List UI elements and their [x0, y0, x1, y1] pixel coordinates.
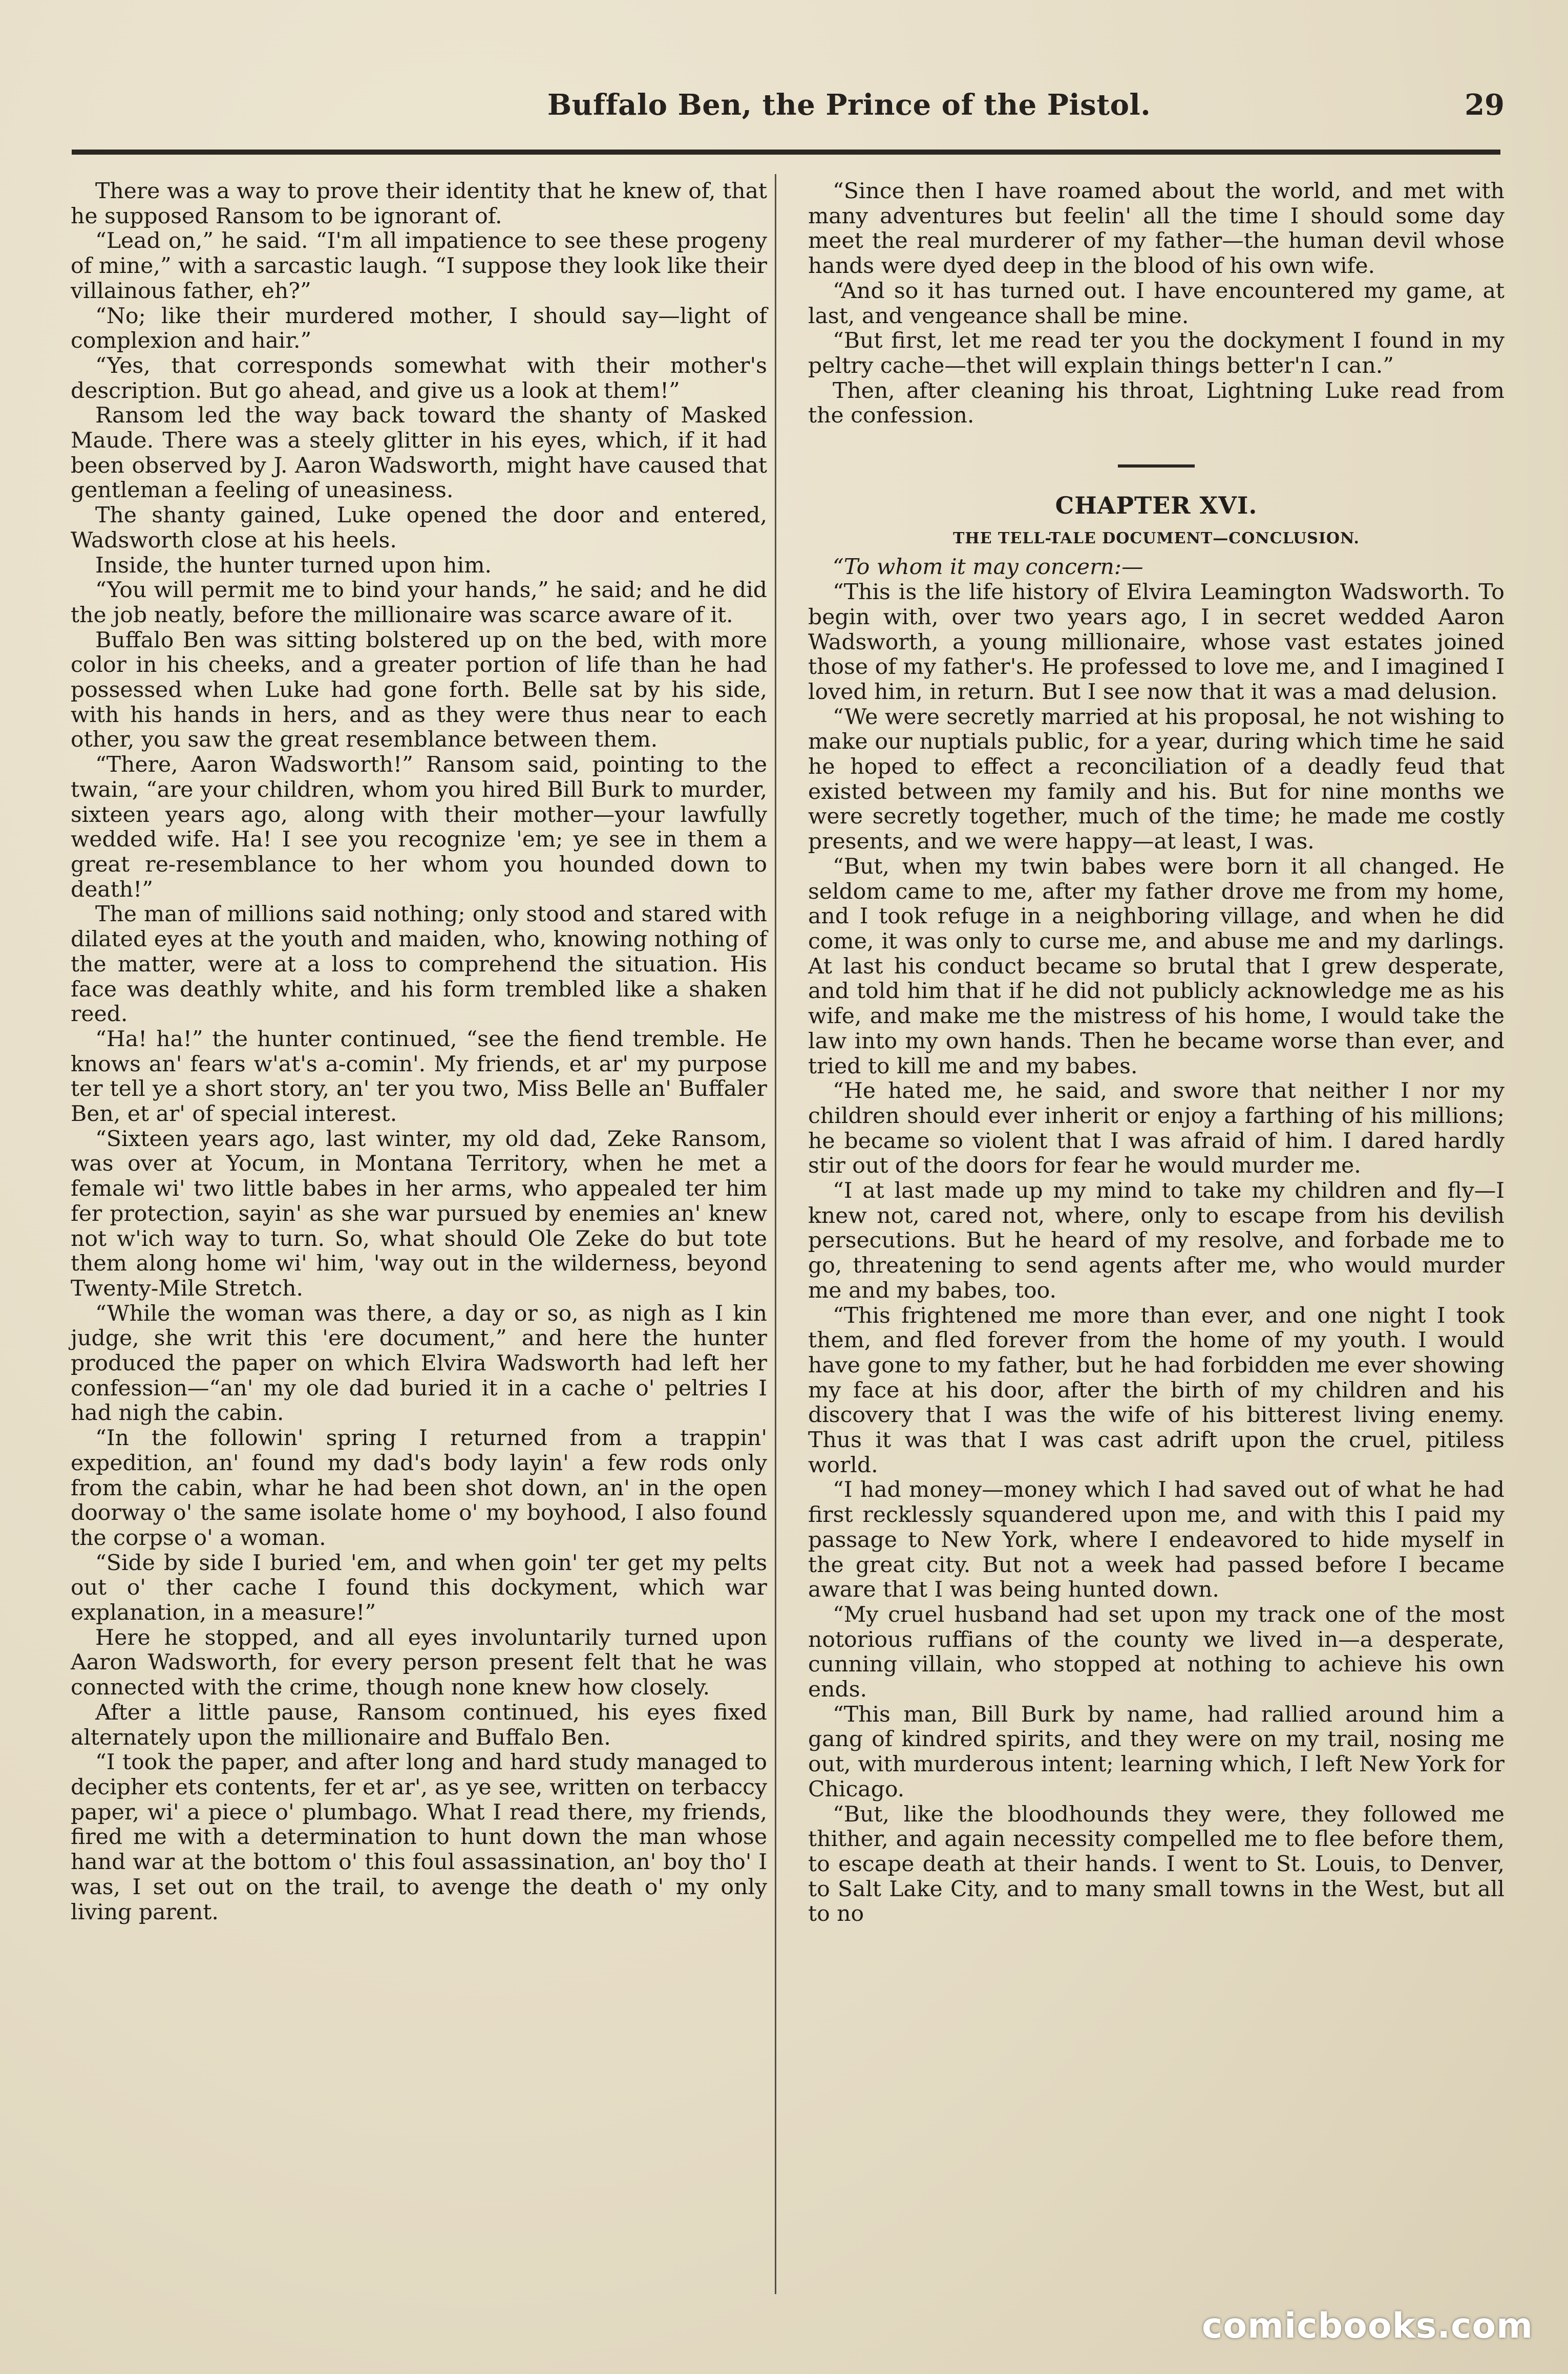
paragraph: “Lead on,” he said. “I'm all impatience to see these progeny of mine,” with a sarcastic laugh. “I suppose they look like their villainous father, eh?”: [71, 228, 767, 304]
paragraph: “But, when my twin babes were born it all changed. He seldom came to me, after my father drove me from my home, and I took refuge in a neighboring village, and when he did come, it was only to curse me, and abuse me and my darlings. At last his conduct became so brutal that I grew desperate, and told him that if he did not publicly acknowledge me as his wife, and make me the mistress of his home, I would take the law into my own hands. Then he became worse than ever, and tried to kill me and my babes.: [808, 854, 1505, 1079]
paragraph: “While the woman was there, a day or so, as nigh as I kin judge, she writ this 'ere document,” and here the hunter produced the paper on which Elvira Wadsworth had left her confession—“an' my ole dad buried it in a cache o' peltries I had nigh the cabin.: [71, 1301, 767, 1426]
paragraph: Ransom led the way back toward the shanty of Masked Maude. There was a steely glitter in his eyes, which, if it had been observed by J. Aaron Wadsworth, might have caused that gentleman a feeling of uneasiness.: [71, 403, 767, 503]
right-column-top-text: [808, 179, 1505, 429]
paragraph: “But, like the bloodhounds they were, they followed me thither, and again necessity compelled me to flee before them, to escape death at their hands. I went to St. Louis, to Denver, to Salt Lake City, and to many small towns in the West, but all to no: [808, 1801, 1505, 1927]
left-column: [71, 179, 767, 1925]
paragraph: “In the followin' spring I returned from a trappin' expedition, an' found my dad's body layin' a few rods only from the cabin, whar he had been shot down, an' in the open doorway o' the same isolate home o' my boyhood, I also found the corpse o' a woman.: [71, 1426, 767, 1551]
paragraph: “This frightened me more than ever, and one night I took them, and fled forever from the home of my youth. I would have gone to my father, but he had forbidden me ever showing my face at his door, after the birth of my children and his discovery that I was the wife of his bitterest living enemy. Thus it was that I was cast adrift upon the cruel, pitiless world.: [808, 1303, 1505, 1478]
paragraph: The shanty gained, Luke opened the door and entered, Wadsworth close at his heels.: [71, 503, 767, 553]
paragraph: “Yes, that corresponds somewhat with their mother's description. But go ahead, and give us a look at them!”: [71, 353, 767, 404]
paragraph: “You will permit me to bind your hands,” he said; and he did the job neatly, before the millionaire was scarce aware of it.: [71, 578, 767, 628]
paragraph: “I took the paper, and after long and hard study managed to decipher ets contents, fer et ar', as ye see, written on terbaccy paper, wi' a piece o' plumbago. What I read there, my friends, fired me with a determination to hunt down the man whose hand war at the bottom o' this foul assassination, an' boy tho' I was, I set out on the trail, to avenge the death o' my only living parent.: [71, 1750, 767, 1925]
header-rule: [72, 150, 1500, 155]
running-header: [66, 88, 1505, 134]
column-divider: [775, 174, 776, 2294]
watermark: comicbooks.com: [1201, 2306, 1533, 2346]
paragraph: “No; like their murdered mother, I should say—light of complexion and hair.”: [71, 303, 767, 354]
paragraph: “And so it has turned out. I have encountered my game, at last, and vengeance shall be mine.: [808, 278, 1505, 329]
page-number: 29: [1465, 88, 1505, 122]
paragraph: After a little pause, Ransom continued, his eyes fixed alternately upon the millionaire and Buffalo Ben.: [71, 1700, 767, 1750]
paragraph: “We were secretly married at his proposal, he not wishing to make our nuptials public, for a year, during which time he said he hoped to effect a reconciliation of a deadly feud that existed between my family and his. But for nine months we were secretly together, much of the time; he made me costly presents, and we were happy—at least, I was.: [808, 704, 1505, 855]
paragraph: “There, Aaron Wadsworth!” Ransom said, pointing to the twain, “are your children, whom you hired Bill Burk to murder, sixteen years ago, along with their mother—your lawfully wedded wife. Ha! I see you recognize 'em; ye see in them a great re-resemblance to her whom you hounded down to death!”: [71, 752, 767, 902]
right-column-confession-text: [808, 580, 1505, 1927]
paragraph: “Sixteen years ago, last winter, my old dad, Zeke Ransom, was over at Yocum, in Montana Territory, when he met a female wi' two little babes in her arms, who appealed ter him fer protection, sayin' as she war pursued by enemies an' knew not w'ich way to turn. So, what should Ole Zeke do but tote them along home wi' him, 'way out in the wilderness, beyond Twenty-Mile Stretch.: [71, 1126, 767, 1301]
paragraph: “Side by side I buried 'em, and when goin' ter get my pelts out o' ther cache I found this dockyment, which war explanation, in a measure!”: [71, 1550, 767, 1626]
paragraph: “But first, let me read ter you the dockyment I found in my peltry cache—thet will explain things better'n I can.”: [808, 328, 1505, 378]
paragraph: “Since then I have roamed about the world, and met with many adventures but feelin' all the time I should some day meet the real murderer of my father—the human devil whose hands were dyed deep in the blood of his own wife.: [808, 179, 1505, 279]
section-break-rule: [1118, 464, 1195, 468]
paragraph: There was a way to prove their identity that he knew of, that he supposed Ransom to be ignorant of.: [71, 179, 767, 229]
paragraph: The man of millions said nothing; only stood and stared with dilated eyes at the youth and maiden, who, knowing nothing of the matter, were at a loss to comprehend the situation. His face was deathly white, and his form trembled like a shaken reed.: [71, 902, 767, 1027]
paragraph: “This is the life history of Elvira Leamington Wadsworth. To begin with, over two years ago, I in secret wedded Aaron Wadsworth, a young millionaire, whose vast estates joined those of my father's. He professed to love me, and I imagined I loved him, in return. But I see now that it was a mad delusion.: [808, 580, 1505, 705]
confession-salutation: “To whom it may concern:—: [833, 555, 1143, 580]
right-column: [808, 179, 1505, 1927]
paragraph: Here he stopped, and all eyes involuntarily turned upon Aaron Wadsworth, for every person present felt that he was connected with the crime, though none knew how closely.: [71, 1625, 767, 1701]
running-title: Buffalo Ben, the Prince of the Pistol.: [547, 88, 1151, 122]
paragraph: Then, after cleaning his throat, Lightning Luke read from the confession.: [808, 378, 1505, 429]
chapter-subtitle: THE TELL-TALE DOCUMENT—CONCLUSION.: [953, 529, 1360, 547]
paragraph: “I at last made up my mind to take my children and fly—I knew not, cared not, where, only to escape from his devilish persecutions. But he heard of my resolve, and forbade me to go, threatening to send agents after me, who would murder me and my babes, too.: [808, 1178, 1505, 1303]
chapter-title: CHAPTER XVI.: [1055, 492, 1258, 520]
paragraph: “He hated me, he said, and swore that neither I nor my children should ever inherit or enjoy a farthing of his millions; he became so violent that I was afraid of him. I dared hardly stir out of the doors for fear he would murder me.: [808, 1078, 1505, 1179]
paragraph: “This man, Bill Burk by name, had rallied around him a gang of kindred spirits, and they were on my trail, nosing me out, with murderous intent; learning which, I left New York for Chicago.: [808, 1702, 1505, 1802]
paragraph: “Ha! ha!” the hunter continued, “see the fiend tremble. He knows an' fears w'at's a-comin'. My friends, et ar' my purpose ter tell ye a short story, an' ter you two, Miss Belle an' Buffaler Ben, et ar' of special interest.: [71, 1026, 767, 1127]
paragraph: Inside, the hunter turned upon him.: [95, 553, 492, 578]
paragraph: “My cruel husband had set upon my track one of the most notorious ruffians of the county we lived in—a desperate, cunning villain, who stopped at nothing to achieve his own ends.: [808, 1602, 1505, 1703]
paragraph: “I had money—money which I had saved out of what he had first recklessly squandered upon me, and with this I paid my passage to New York, where I endeavored to hide myself in the great city. But not a week had passed before I became aware that I was being hunted down.: [808, 1477, 1505, 1603]
paragraph: Buffalo Ben was sitting bolstered up on the bed, with more color in his cheeks, and a greater portion of life than he had possessed when Luke had gone forth. Belle sat by his side, with his hands in hers, and as they were thus near to each other, you saw the great resemblance between them.: [71, 627, 767, 753]
